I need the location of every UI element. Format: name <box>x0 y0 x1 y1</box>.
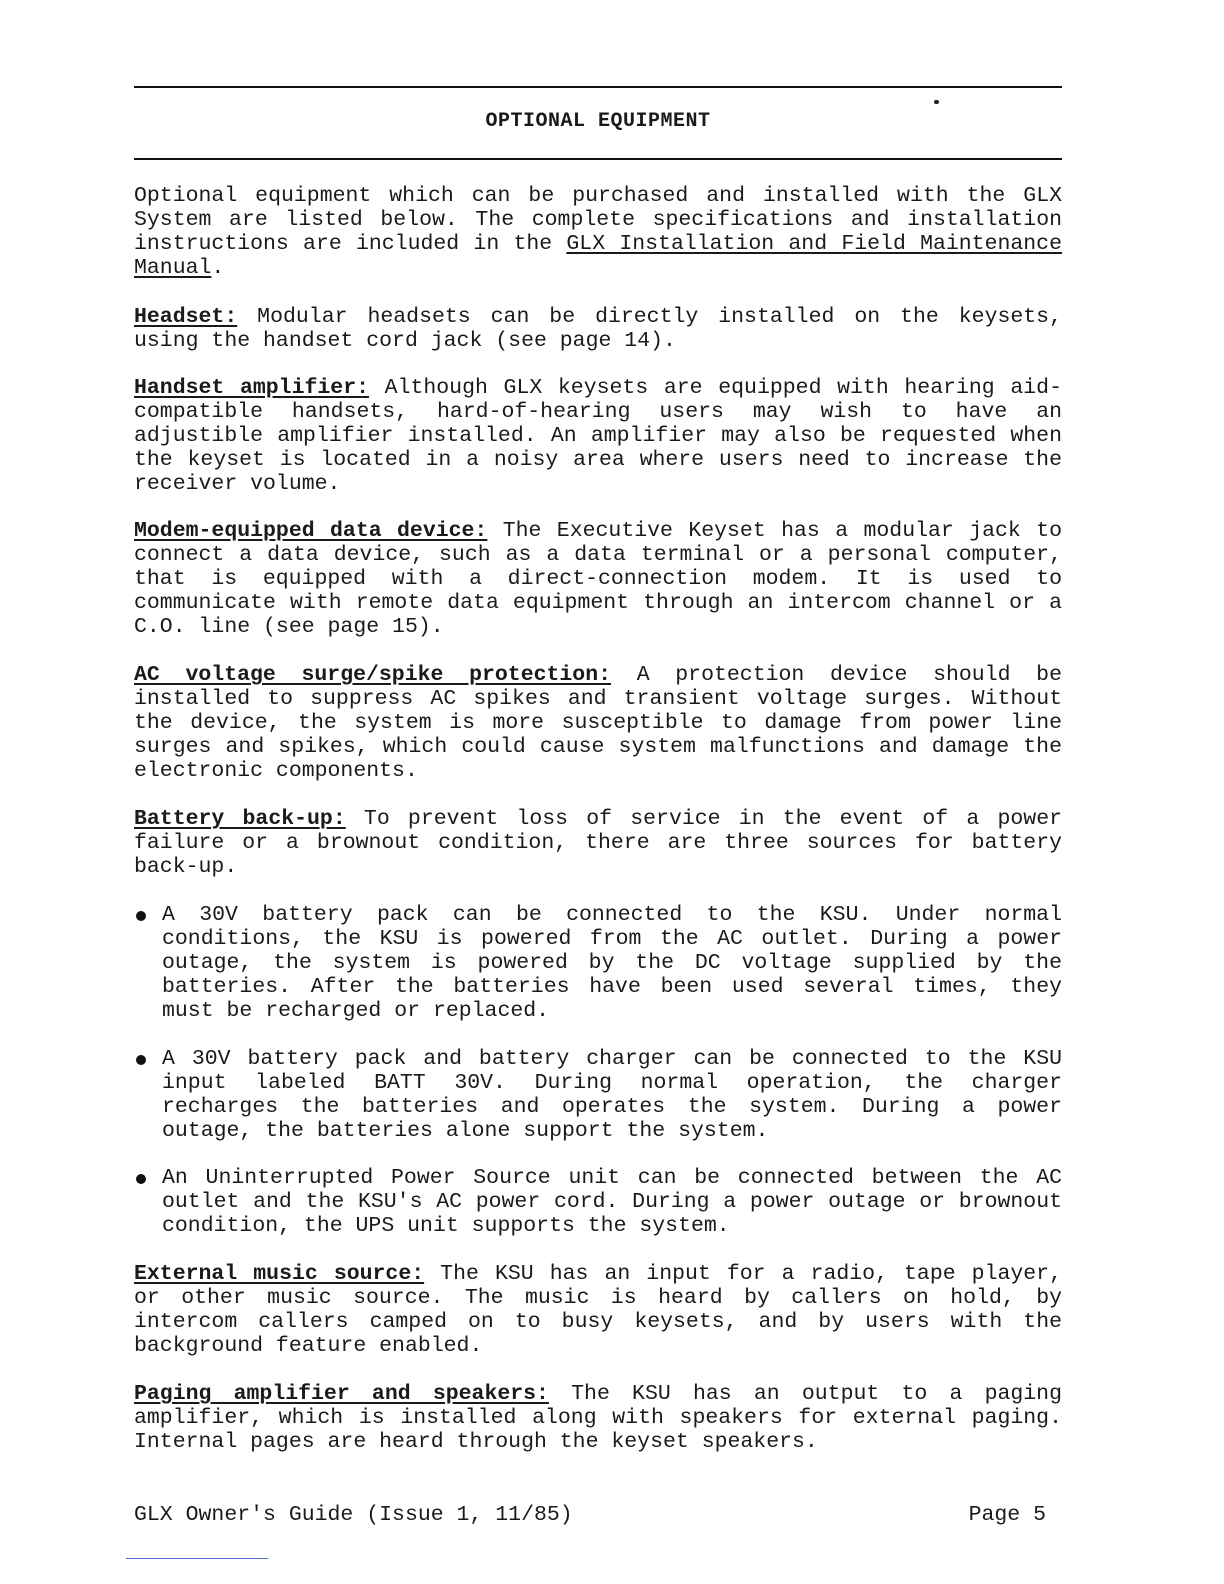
section-handset-amplifier <box>134 376 1062 496</box>
section-text: A protection device should be installed to suppress AC spikes and transient voltage surges. Without the device, the system is more susceptible to damage from power line surges and spikes, which could cause system malfunctions and damage the electronic components. <box>134 663 1062 783</box>
list-item <box>134 903 1062 1023</box>
scan-artifact-line <box>126 1558 268 1559</box>
page-footer <box>134 1503 1062 1527</box>
section-term: Battery back-up: <box>134 807 346 831</box>
section-modem-data-device <box>134 519 1062 639</box>
section-term: AC voltage surge/spike protection: <box>134 663 612 687</box>
manual-title: GLX Installation and Field Maintenance Manual <box>134 232 1062 280</box>
section-external-music <box>134 1262 1062 1358</box>
list-item-text: An Uninterrupted Power Source unit can be connected between the AC outlet and the KSU's AC power cord. During a power outage or brownout condition, the UPS unit supports the system. <box>162 1166 1062 1238</box>
section-term: Modem-equipped data device: <box>134 519 488 543</box>
bullet-icon <box>136 1055 146 1065</box>
section-term: Paging amplifier and speakers: <box>134 1382 549 1406</box>
section-term: Headset: <box>134 305 238 329</box>
footer-title: GLX Owner's Guide (Issue 1, 11/85) <box>134 1503 573 1527</box>
bullet-icon <box>136 1174 146 1184</box>
section-text: Modular headsets can be directly installed on the keysets, using the handset cord jack (see page 14). <box>134 305 1062 353</box>
intro-paragraph <box>134 184 1062 280</box>
page-number: Page 5 <box>968 1503 1046 1527</box>
section-text: The KSU has an input for a radio, tape player, or other music source. The music is heard by callers on hold, by intercom callers camped on to busy keysets, and by users with the background feature enabled. <box>134 1262 1062 1358</box>
heading-rule <box>134 158 1062 160</box>
section-term: Handset amplifier: <box>134 376 369 400</box>
section-text: To prevent loss of service in the event of a power failure or a brownout condition, there are three sources for battery back-up. <box>134 807 1062 879</box>
list-item <box>134 1047 1062 1143</box>
section-text: The KSU has an output to a paging amplifier, which is installed along with speakers for external paging. Internal pages are heard through the keyset speakers. <box>134 1382 1062 1454</box>
section-headset <box>134 305 1062 353</box>
list-item-text: A 30V battery pack and battery charger can be connected to the KSU input labeled BATT 30V. During normal operation, the charger recharges the batteries and operates the system. During a power outage, the batteries alone support the system. <box>162 1047 1062 1143</box>
list-item-text: A 30V battery pack can be connected to the KSU. Under normal conditions, the KSU is powered from the AC outlet. During a power outage, the system is powered by the DC voltage supplied by the batteries. After the batteries have been used several times, they must be recharged or replaced. <box>162 903 1062 1023</box>
bullet-icon <box>136 911 146 921</box>
intro-text-after: . <box>211 256 225 280</box>
section-battery-backup <box>134 807 1062 879</box>
section-paging-amplifier <box>134 1382 1062 1454</box>
scan-speck <box>934 100 939 104</box>
section-text: The Executive Keyset has a modular jack to connect a data device, such as a data terminal or a personal computer, that is equipped with a direct-connection modem. It is used to communicate with remote data equipment through an intercom channel or a C.O. line (see page 15). <box>134 519 1062 639</box>
intro-text-before: Optional equipment which can be purchased and installed with the GLX System are listed below. The complete specifications and installation instructions are included in the <box>134 184 1062 256</box>
top-rule <box>134 86 1062 88</box>
page-heading: OPTIONAL EQUIPMENT <box>485 110 711 133</box>
section-term: External music source: <box>134 1262 425 1286</box>
section-surge-protection <box>134 663 1062 783</box>
list-item <box>134 1166 1062 1238</box>
section-text: Although GLX keysets are equipped with hearing aid-compatible handsets, hard-of-hearing users may wish to have an adjustible amplifier installed. An amplifier may also be requested when the keyset is located in a noisy area where users need to increase the receiver volume. <box>134 376 1062 496</box>
